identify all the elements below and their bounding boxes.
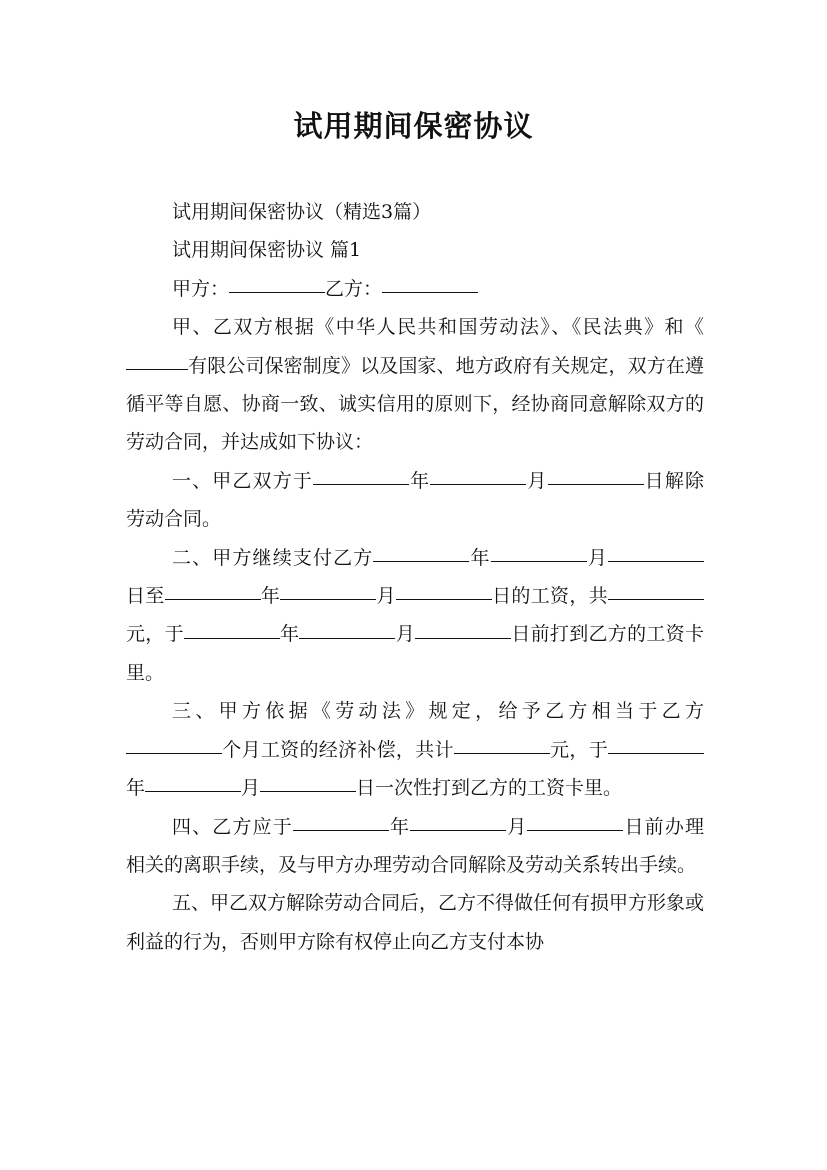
clause-3 — [126, 692, 704, 807]
clause-3-text: 三、甲方依据《劳动法》规定，给予乙方相当于乙方 — [172, 700, 704, 723]
clause-2-year: 年 — [469, 546, 491, 569]
clause-2-day2-blank — [396, 598, 492, 600]
clause-1-day-blank — [548, 483, 644, 485]
clause-3-day-blank — [260, 790, 356, 792]
clause-2-day-blank — [608, 560, 704, 562]
party-a-label: 甲方： — [172, 277, 230, 300]
clause-2-year-blank — [373, 560, 469, 562]
clause-3-year-blank — [608, 752, 704, 754]
preamble-paragraph — [126, 308, 704, 462]
clause-1-text: 一、甲乙双方于 — [172, 469, 313, 492]
clause-2-year3: 年 — [279, 623, 300, 646]
clause-3-months: 个月工资的经济补偿，共计 — [222, 738, 454, 761]
clause-2-day-wage: 日的工资，共 — [491, 585, 608, 608]
clause-2 — [126, 539, 704, 693]
clause-2-day-to: 日至 — [126, 585, 165, 608]
clause-3-yuan: 元，于 — [549, 738, 608, 761]
clause-2-month3: 月 — [395, 623, 416, 646]
party-a-blank — [229, 291, 325, 293]
document-body — [126, 193, 704, 961]
clause-2-month3-blank — [299, 637, 395, 639]
clause-3-month-blank — [145, 790, 241, 792]
company-name-blank — [126, 368, 188, 370]
clause-2-month: 月 — [586, 546, 608, 569]
clause-3-year: 年 — [126, 777, 146, 800]
clause-2-end: 日前打到乙方的工资卡里。 — [126, 623, 704, 684]
clause-1-month: 月 — [526, 469, 548, 492]
clause-4-year-blank — [293, 829, 389, 831]
clause-1-year-blank — [313, 483, 409, 485]
clause-4 — [126, 808, 704, 885]
clause-1-month-blank — [430, 483, 526, 485]
preamble-text-1: 甲、乙双方根据《中华人民共和国劳动法》、《民法典》和《 — [172, 316, 704, 339]
clause-4-year: 年 — [388, 815, 411, 838]
intro-line: 试用期间保密协议（精选3篇） — [172, 201, 432, 223]
clause-2-year2-blank — [165, 598, 261, 600]
clause-2-yuan: 元，于 — [126, 623, 184, 646]
clause-2-year3-blank — [184, 637, 280, 639]
clause-2-month2: 月 — [376, 585, 396, 608]
clause-4-month-blank — [410, 829, 506, 831]
clause-1-end: 日解除劳动合同。 — [126, 469, 704, 531]
clause-4-day-blank — [527, 829, 623, 831]
clause-2-month-blank — [491, 560, 587, 562]
parties-line — [126, 270, 704, 308]
clause-3-month: 月 — [241, 777, 261, 800]
clause-1-year: 年 — [408, 469, 431, 492]
clause-2-amount-blank — [608, 598, 704, 600]
clause-5: 五、甲乙双方解除劳动合同后，乙方不得做任何有损甲方形象或利益的行为，否则甲方除有权停止向乙方支付本协 — [126, 892, 705, 953]
party-b-label: 乙方： — [325, 277, 383, 300]
document-title: 试用期间保密协议 — [293, 109, 534, 143]
clause-3-amount-blank — [454, 752, 550, 754]
clause-4-end: 日前办理相关的离职手续，及与甲方办理劳动合同解除及劳动关系转出手续。 — [126, 815, 704, 876]
party-b-blank — [382, 291, 478, 293]
clause-4-month: 月 — [506, 815, 528, 838]
clause-1 — [126, 462, 704, 539]
clause-2-month2-blank — [280, 598, 376, 600]
clause-2-year2: 年 — [260, 585, 281, 608]
clause-3-end: 日一次性打到乙方的工资卡里。 — [356, 777, 623, 800]
clause-2-day3-blank — [415, 637, 511, 639]
clause-2-text: 二、甲方继续支付乙方 — [172, 546, 374, 569]
clause-4-text: 四、乙方应于 — [172, 815, 293, 838]
clause-3-months-blank — [126, 752, 222, 754]
section-heading: 试用期间保密协议 篇1 — [172, 239, 362, 262]
preamble-text-2: 有限公司保密制度》以及国家、地方政府有关规定，双方在遵循平等自愿、协商一致、诚实信用的原则下，经协商同意解除双方的劳动合同，并达成如下协议： — [126, 354, 704, 454]
